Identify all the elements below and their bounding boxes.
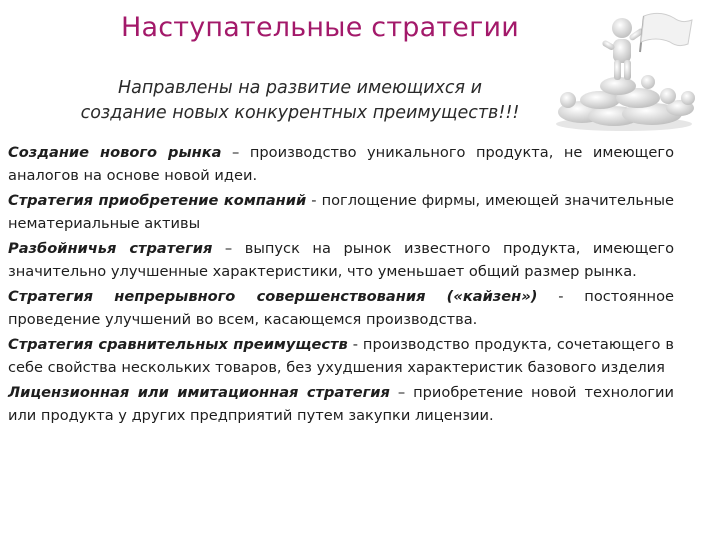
subtitle-line-1: Направлены на развитие имеющихся и <box>117 78 483 98</box>
strategy-description: – производство уникального продукта, не имеющего аналогов на основе новой идеи. <box>8 144 674 184</box>
strategy-item <box>8 334 674 379</box>
slide-subtitle <box>20 76 580 126</box>
slide-title: Наступательные стратегии <box>121 12 519 43</box>
strategy-term: Лицензионная или имитационная стратегия <box>8 384 390 401</box>
strategy-term: Создание нового рынка <box>8 144 222 161</box>
strategy-description: - производство продукта, сочетающего в себе свойства нескольких товаров, без ухудшения характеристик базового изделия <box>8 336 674 376</box>
figure-with-flag-on-pile-icon <box>552 8 702 133</box>
strategy-term: Стратегия непрерывного совершенствования («кайзен») <box>8 288 538 305</box>
strategy-description: - поглощение фирмы, имеющей значительные нематериальные активы <box>8 192 674 232</box>
strategy-item <box>8 286 674 331</box>
strategy-item <box>8 190 674 235</box>
strategy-description: – выпуск на рынок известного продукта, имеющего значительно улучшенные характеристики, что уменьшает общий размер рынка. <box>8 240 674 280</box>
subtitle-line-2: создание новых конкурентных преимуществ!!! <box>80 103 520 123</box>
strategy-description: - постоянное проведение улучшений во всем, касающемся производства. <box>8 288 674 328</box>
strategy-item <box>8 382 674 427</box>
strategy-list <box>8 142 674 430</box>
strategy-term: Стратегия сравнительных преимуществ <box>8 336 348 353</box>
strategy-item <box>8 142 674 187</box>
strategy-description: – приобретение новой технологии или продукта у других предприятий путем закупки лицензии. <box>8 384 674 424</box>
strategy-item <box>8 238 674 283</box>
strategy-term: Разбойничья стратегия <box>8 240 213 257</box>
strategy-term: Стратегия приобретение компаний <box>8 192 307 209</box>
